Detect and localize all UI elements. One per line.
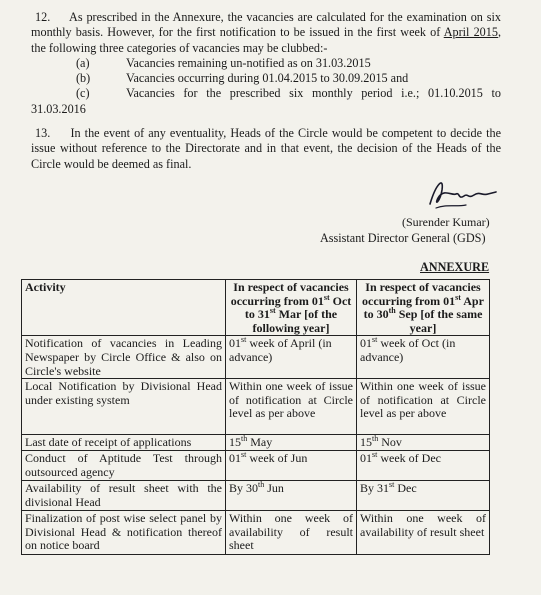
signature-image [422,174,502,214]
list-item-text: Vacancies occurring during 01.04.2015 to 30.09.2015 and [126,71,409,86]
list-item-label: (c) [76,86,90,101]
schedule-table [21,279,490,555]
table-header-row [22,280,490,336]
activity-cell: Local Notification by Divisional Head under existing system [22,379,226,435]
activity-cell: Availability of result sheet with the divisional Head [22,481,226,511]
list-item-text: Vacancies for the prescribed six monthly period i.e.; 01.10.2015 to [126,86,501,101]
paragraph-13-text: In the event of any eventuality, Heads of the Circle would be competent to decide the issue without reference to the Directorate and in that event, the decision of the Heads of the Circle would be deemed as final. [31,126,501,171]
list-item [31,56,501,71]
schedule-cell: By 31st Dec [357,481,490,511]
paragraph-12 [31,10,501,117]
table-row [22,379,490,435]
column-header-apr-sep: In respect of vacancies occurring from 01st Apr to 30th Sep [of the same year] [357,280,490,336]
schedule-cell: 01st week of Dec [357,451,490,481]
underlined-date: April 2015 [443,25,498,40]
list-item [31,71,501,86]
table-row [22,336,490,379]
list-item-label: (b) [76,71,91,86]
schedule-cell: Within one week of issue of notification at Circle level as per above [226,379,357,435]
schedule-cell: 01st week of April (in advance) [226,336,357,379]
schedule-cell: 01st week of Jun [226,451,357,481]
signer-designation: Assistant Director General (GDS) [320,231,486,245]
column-header-oct-mar: In respect of vacancies occurring from 01st Oct to 31st Mar [of the following year] [226,280,357,336]
schedule-cell: 15th Nov [357,435,490,451]
table-row [22,451,490,481]
schedule-cell: Within one week of availability of result sheet [226,511,357,555]
table-row [22,435,490,451]
schedule-cell: Within one week of availability of result sheet [357,511,490,555]
table-row [22,481,490,511]
paragraph-13 [31,126,501,172]
schedule-cell: By 30th Jun [226,481,357,511]
activity-cell: Last date of receipt of applications [22,435,226,451]
column-header-activity: Activity [22,280,226,336]
paragraph-12-text: As prescribed in the Annexure, the vacancies are calculated for the examination on six monthly basis. However, for the first notification to be issued in the first week of [31,10,502,40]
activity-cell: Conduct of Aptitude Test through outsourced agency [22,451,226,481]
paragraph-12-lead [31,10,501,56]
paragraph-12-number: 12. [35,10,51,24]
list-item-continuation: 31.03.2016 [31,101,86,116]
schedule-cell: 15th May [226,435,357,451]
annexure-title: ANNEXURE [420,260,490,274]
paragraph-13-number: 13. [35,126,51,140]
signer-name: (Surender Kumar) [402,215,490,229]
schedule-cell: 01st week of Oct (in advance) [357,336,490,379]
table-row [22,511,490,555]
list-item-label: (a) [76,55,90,70]
activity-cell: Finalization of post wise select panel by Divisional Head & notification thereof on notice board [22,511,226,555]
schedule-cell: Within one week of issue of notification at Circle level as per above [357,379,490,435]
list-item-text: Vacancies remaining un-notified as on 31.03.2015 [126,55,371,70]
activity-cell: Notification of vacancies in Leading Newspaper by Circle Office & also on Circle's website [22,336,226,379]
paragraph-12-text-end: , the following three categories of vacancies may be clubbed:- [31,25,501,55]
list-item [31,86,501,101]
